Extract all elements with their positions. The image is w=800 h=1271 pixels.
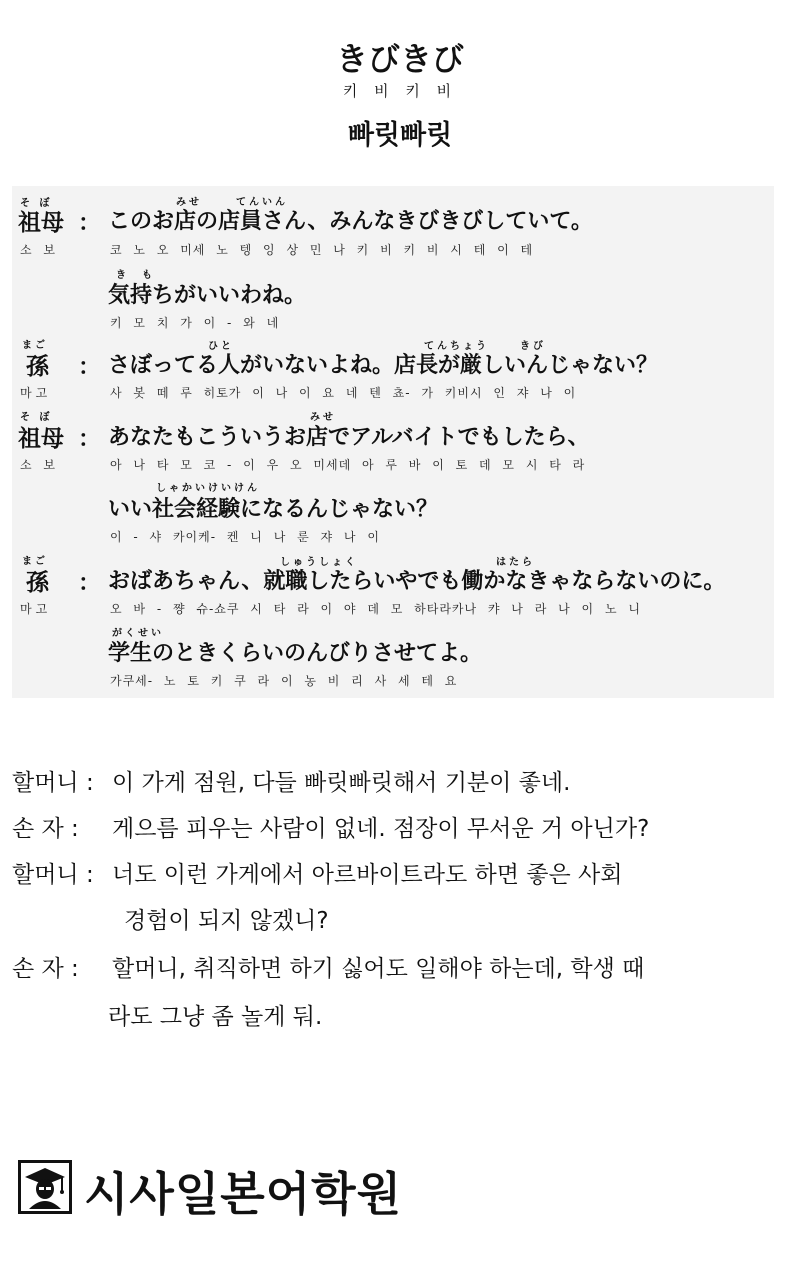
dialogue-line-reading: 키 모 치 가 이 - 와 네 (110, 316, 280, 330)
translation-line: 라도 그냥 좀 놀게 둬. (108, 1004, 323, 1030)
dialogue-panel (12, 186, 774, 698)
dialogue-line-jp: あなたもこういうお店でアルバイトでもしたら、 (108, 425, 590, 450)
dialogue-line-jp: さぼってる人がいないよね。店長が厳しいんじゃない？ (108, 353, 659, 378)
ruby-text: はたら (496, 557, 535, 568)
brand-name: 시사일본어학원 (84, 1167, 403, 1221)
translation-speaker: 할머니 : (12, 770, 94, 796)
word-title-reading: 키 비 키 비 (342, 82, 458, 100)
dialogue-line-reading: 사 봇 떼 루 히토가 이 나 이 요 네 텐 쵸- 가 키비시 인 쟈 나 이 (110, 386, 577, 400)
translation-speaker: 손 자 : (12, 816, 79, 842)
translation-line: 너도 이런 가게에서 아르바이트라도 하면 좋은 사회 (112, 862, 623, 888)
speaker-ruby: そ ぼ (20, 198, 53, 209)
ruby-text: てんちょう (424, 341, 489, 352)
speaker-reading: 마고 (20, 602, 52, 616)
dialogue-line-jp: 気持ちがいいわね。 (108, 283, 307, 308)
colon: ： (78, 210, 101, 236)
dialogue-line-reading: 오 바 - 쨩 슈-쇼쿠 시 타 라 이 야 데 모 하타라카나 캬 나 라 나 이 노 니 (110, 602, 641, 616)
word-title-jp: きびきび (335, 40, 464, 78)
speaker-ruby: まご (22, 556, 48, 567)
graduate-icon (18, 1160, 72, 1214)
dialogue-line-reading: 가쿠세- 노 토 키 쿠 라 이 농 비 리 사 세 테 요 (110, 674, 458, 688)
ruby-text: ひと (208, 341, 234, 352)
ruby-text: てんいん (236, 197, 288, 208)
translation-line: 게으름 피우는 사람이 없네. 점장이 무서운 거 아닌가? (112, 816, 650, 842)
speaker-name: 孫 (26, 570, 49, 596)
colon: ： (78, 354, 101, 380)
dialogue-line-jp: いい社会経験になるんじゃない？ (108, 497, 439, 522)
translation-speaker: 할머니 : (12, 862, 94, 888)
ruby-text: みせ (176, 197, 202, 208)
ruby-text: も (142, 270, 155, 281)
dialogue-line-reading: 이 - 샤 카이케- 켄 니 나 룬 쟈 나 이 (110, 530, 380, 544)
ruby-text: みせ (310, 412, 336, 423)
translation-line: 할머니, 취직하면 하기 싫어도 일해야 하는데, 학생 때 (112, 956, 645, 982)
colon: ： (78, 570, 101, 596)
dialogue-line-reading: 코 노 오 미세 노 텡 잉 상 민 나 키 비 키 비 시 테 이 테 (110, 243, 534, 257)
translation-speaker: 손 자 : (12, 956, 79, 982)
ruby-text: しゅうしょく (280, 557, 358, 568)
ruby-text: きび (520, 341, 546, 352)
dialogue-line-jp: 学生のときくらいのんびりさせてよ。 (108, 641, 483, 666)
translation-line: 이 가게 점원, 다들 빠릿빠릿해서 기분이 좋네. (112, 770, 571, 796)
speaker-reading: 소 보 (20, 458, 59, 472)
speaker-reading: 마고 (20, 386, 52, 400)
speaker-reading: 소 보 (20, 243, 59, 257)
speaker-name: 孫 (26, 354, 49, 380)
word-title-kr: 빠릿빠릿 (347, 120, 453, 151)
ruby-text: がくせい (112, 628, 164, 639)
dialogue-line-reading: 아 나 타 모 코 - 이 우 오 미세데 아 루 바 이 토 데 모 시 타 라 (110, 458, 586, 472)
dialogue-line-jp: おばあちゃん、就職したらいやでも働かなきゃならないのに。 (108, 569, 726, 594)
speaker-ruby: そ ぼ (20, 412, 53, 423)
colon: ： (78, 426, 101, 452)
ruby-text: き (116, 270, 129, 281)
dialogue-line-jp: このお店の店員さん、みんなきびきびしていて。 (108, 209, 593, 234)
speaker-name: 祖母 (18, 210, 64, 236)
translation-line: 경험이 되지 않겠니? (124, 908, 329, 934)
speaker-name: 祖母 (18, 426, 64, 452)
ruby-text: しゃかいけいけん (156, 483, 260, 494)
speaker-ruby: まご (22, 340, 48, 351)
